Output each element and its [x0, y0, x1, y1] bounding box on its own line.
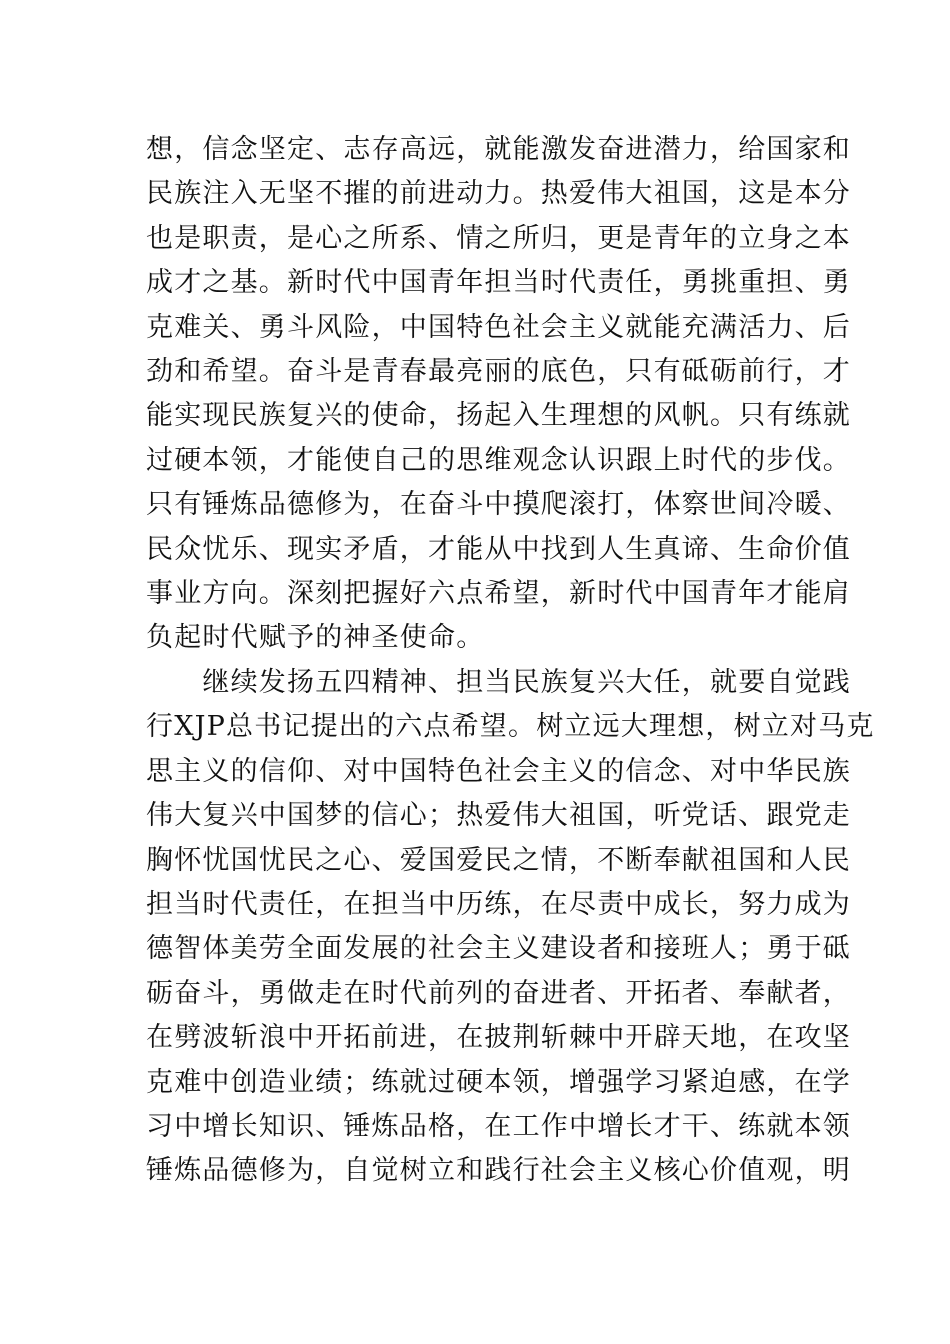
- text-line: 成才之基。新时代中国青年担当时代责任，勇挑重担、勇: [146, 267, 851, 299]
- text-line: 劲和希望。奋斗是青春最亮丽的底色，只有砥砺前行，才: [146, 355, 851, 387]
- text-line: 也是职责，是心之所系、情之所归，更是青年的立身之本: [146, 222, 851, 254]
- text-line: 在劈波斩浪中开拓前进，在披荆斩棘中开辟天地，在攻坚: [146, 1022, 851, 1054]
- text-line: 胸怀忧国忧民之心、爱国爱民之情，不断奉献祖国和人民: [146, 844, 851, 876]
- paragraph-six-hopes: [146, 661, 875, 1194]
- text-line: 继续发扬五四精神、担当民族复兴大任，就要自觉践: [146, 667, 851, 698]
- text-line: 克难中创造业绩；练就过硬本领，增强学习紧迫感，在学: [146, 1066, 851, 1098]
- text-line: 民众忧乐、现实矛盾，才能从中找到人生真谛、生命价值: [146, 533, 851, 565]
- text-line: 担当时代责任，在担当中历练，在尽责中成长，努力成为: [146, 888, 851, 920]
- text-line: 负起时代赋予的神圣使命。: [146, 622, 485, 654]
- text-line: 伟大复兴中国梦的信心；热爱伟大祖国，听党话、跟党走: [146, 800, 851, 832]
- text-line: 事业方向。深刻把握好六点希望，新时代中国青年才能肩: [146, 577, 851, 609]
- text-line: 习中增长知识、锤炼品格，在工作中增长才干、练就本领: [146, 1110, 851, 1142]
- text-line: 过硬本领，才能使自己的思维观念认识跟上时代的步伐。: [146, 444, 851, 476]
- text-line: 行XJP总书记提出的六点希望。树立远大理想，树立对马克: [146, 711, 875, 743]
- text-line: 德智体美劳全面发展的社会主义建设者和接班人；勇于砥: [146, 933, 851, 965]
- text-line: 民族注入无坚不摧的前进动力。热爱伟大祖国，这是本分: [146, 178, 851, 210]
- text-line: 想，信念坚定、志存高远，就能激发奋进潜力，给国家和: [146, 134, 851, 165]
- text-line: 能实现民族复兴的使命，扬起入生理想的风帆。只有练就: [146, 400, 851, 432]
- text-line: 克难关、勇斗风险，中国特色社会主义就能充满活力、后: [146, 311, 851, 343]
- text-line: 只有锤炼品德修为，在奋斗中摸爬滚打，体察世间冷暖、: [146, 489, 851, 521]
- text-line: 思主义的信仰、对中国特色社会主义的信念、对中华民族: [146, 755, 851, 787]
- paragraph-continued: [146, 128, 851, 661]
- text-line: 锤炼品德修为，自觉树立和践行社会主义核心价值观，明: [146, 1155, 851, 1187]
- text-line: 砺奋斗，勇做走在时代前列的奋进者、开拓者、奉献者，: [146, 977, 851, 1009]
